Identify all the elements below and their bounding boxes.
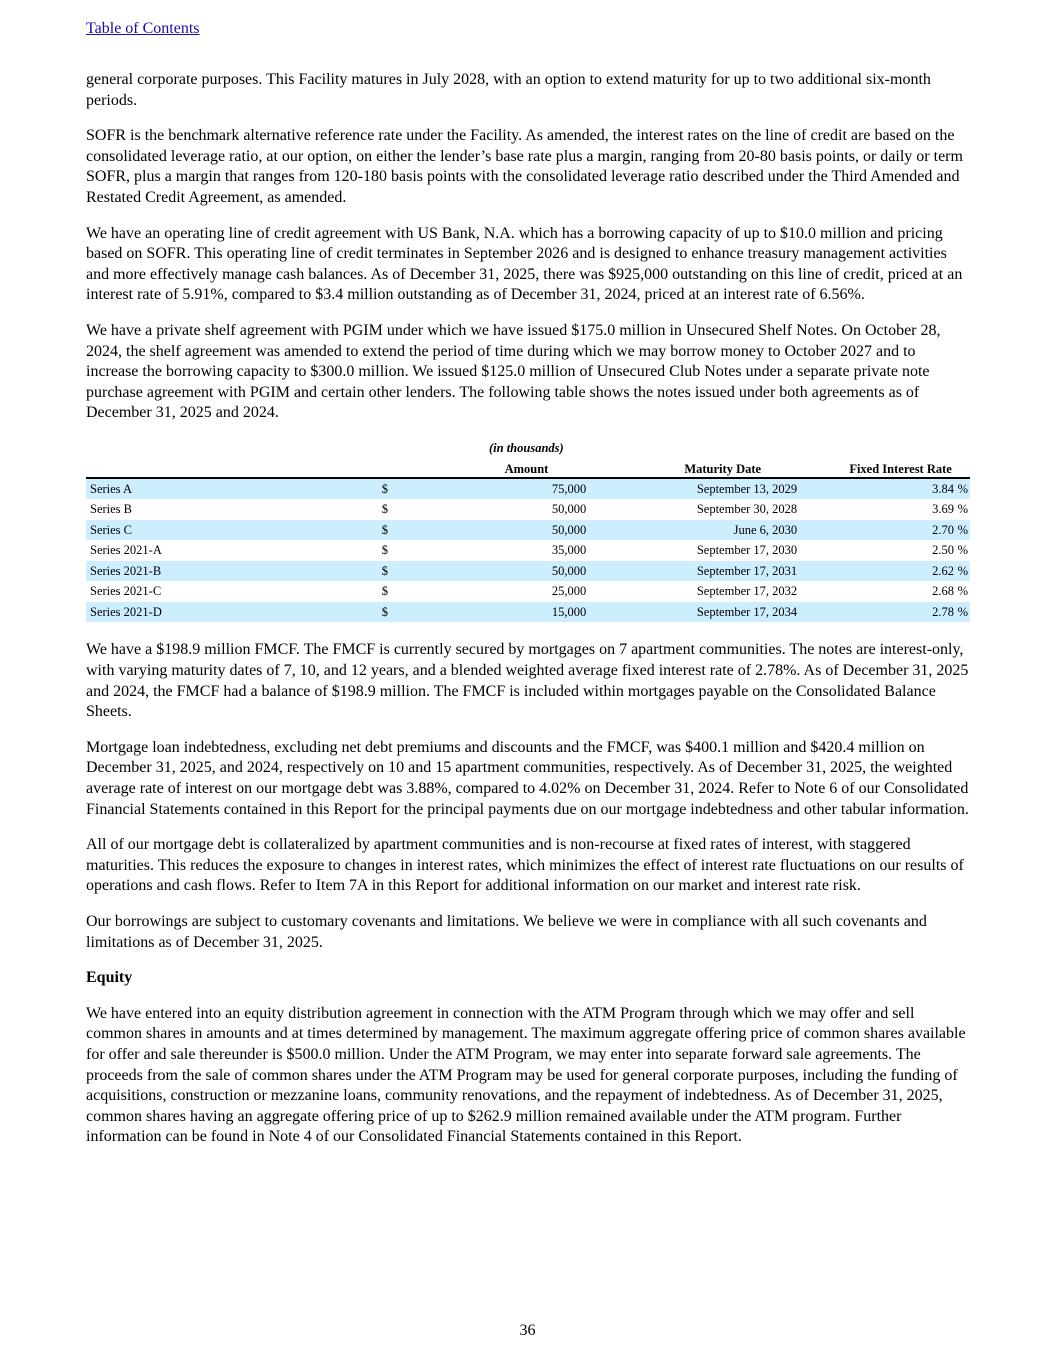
currency-cell: $ [378,520,407,541]
series-cell: Series A [86,478,378,500]
table-row [86,540,970,561]
amount-cell: 50,000 [551,502,587,517]
fixed-rate-cell [803,499,970,520]
amount-cell: 25,000 [551,584,587,599]
paragraph-sofr-rate: SOFR is the benchmark alternative reference rate under the Facility. As amended, the interest rates on the line of credit are based on the consolidated leverage ratio, at our option, on either the lender’s base rate plus a margin, ranging from 20-80 basis points, or daily or term SOFR, plus a margin that ranges from 120-180 basis points with the consolidated leverage ratio described under the Third Amended and Restated Credit Agreement, as amended. [86,127,963,206]
percent-sign: % [957,584,968,599]
fixed-rate-cell [803,561,970,582]
percent-sign: % [957,522,968,537]
table-row [86,499,970,520]
rate-value: 2.68 [932,584,954,599]
maturity-date-cell: September 13, 2029 [588,478,803,500]
header-fixed-interest-rate: Fixed Interest Rate [803,457,970,478]
paragraph-covenants: Our borrowings are subject to customary covenants and limitations. We believe we were in compliance with all such covenants and limitations as of December 31, 2025. [86,912,927,951]
currency-cell: $ [378,478,407,500]
series-cell: Series B [90,502,133,517]
header-maturity-date: Maturity Date [588,457,803,478]
paragraph-operating-line: We have an operating line of credit agreement with US Bank, N.A. which has a borrowing capacity of up to $10.0 million and pricing based on SOFR. This operating line of credit terminates in September 2026 and is designed to enhance treasury management activities and more effectively manage cash balances. As of December 31, 2025, there was $925,000 outstanding on this line of credit, priced at an interest rate of 5.91%, compared to $3.4 million outstanding as of December 31, 2024, priced at an interest rate of 6.56%. [86,224,963,304]
table-of-contents-link[interactable]: Table of Contents [86,20,200,37]
amount-cell: 50,000 [407,520,589,541]
table-header-row [86,457,970,478]
paragraph-mortgage-collateral: All of our mortgage debt is collateralized by apartment communities and is non-recourse at fixed rates of interest, with staggered maturities. This reduces the exposure to changes in interest rates, which minimizes the effect of interest rate fluctuations on our results of operations and cash flows. Refer to Item 7A in this Report for additional information on our market and interest rate risk. [86,836,964,895]
currency-cell: $ [381,543,388,558]
currency-cell: $ [381,584,388,599]
series-cell: Series 2021-B [86,561,378,582]
maturity-date-cell: September 17, 2032 [696,584,798,599]
paragraph-mortgage-indebtedness: Mortgage loan indebtedness, excluding net debt premiums and discounts and the FMCF, was $400.1 million and $420.4 million on December 31, 2025, and 2024, respectively on 10 and 15 apartment communities, respectively. As of December 31, 2025, the weighted average rate of interest on our mortgage debt was 3.88%, compared to 4.02% on December 31, 2024. Refer to Note 6 of our Consolidated Financial Statements contained in this Report for the principal payments due on our mortgage indebtedness and other tabular information. [86,738,969,818]
rate-value: 3.69 [932,502,954,517]
notes-table-section [86,439,970,623]
maturity-date-cell: September 17, 2034 [588,602,803,623]
header-amount: Amount [407,457,589,478]
table-units-label: (in thousands) [489,440,564,455]
amount-cell: 75,000 [407,478,589,500]
amount-cell: 35,000 [551,543,587,558]
equity-heading: Equity [86,969,133,987]
rate-value: 2.78 [932,604,954,619]
currency-cell: $ [378,561,407,582]
notes-table-body [86,478,970,623]
page-content [86,70,970,1163]
rate-value: 3.84 [932,481,954,496]
maturity-date-cell: September 17, 2030 [696,543,798,558]
amount-cell: 15,000 [407,602,589,623]
maturity-date-cell: September 30, 2028 [696,502,798,517]
table-row [86,561,970,582]
page-number: 36 [519,1322,536,1339]
maturity-date-cell: September 17, 2031 [588,561,803,582]
fixed-rate-cell [803,520,970,541]
percent-sign: % [957,502,968,517]
amount-cell: 50,000 [407,561,589,582]
table-row [86,520,970,541]
currency-cell: $ [381,502,388,517]
percent-sign: % [957,543,968,558]
fixed-rate-cell [803,581,970,602]
fixed-rate-cell [803,602,970,623]
series-cell: Series 2021-A [90,543,162,558]
percent-sign: % [957,604,968,619]
fixed-rate-cell [803,478,970,500]
series-cell: Series C [86,520,378,541]
rate-value: 2.70 [932,522,954,537]
notes-table [86,457,970,623]
paragraph-facility-maturity: general corporate purposes. This Facility matures in July 2028, with an option to extend maturity for up to two additional six-month periods. [86,71,931,109]
paragraph-atm-program: We have entered into an equity distribution agreement in connection with the ATM Program through which we may offer and sell common shares in amounts and at times determined by management. The maximum aggregate offering price of common shares available for offer and sale thereunder is $500.0 million. Under the ATM Program, we may enter into separate forward sale agreements. The proceeds from the sale of common shares under the ATM Program may be used for general corporate purposes, including the funding of acquisitions, construction or mezzanine loans, community renovations, and the repayment of indebtedness. As of December 31, 2025, common shares having an aggregate offering price of up to $262.9 million remained available under the ATM program. Further information can be found in Note 4 of our Consolidated Financial Statements contained in this Report. [86,1004,966,1146]
series-cell: Series 2021-C [90,584,162,599]
header-series [86,457,378,478]
rate-value: 2.62 [932,563,954,578]
table-row [86,581,970,602]
percent-sign: % [957,563,968,578]
header-currency [378,457,407,478]
fixed-rate-cell [803,540,970,561]
rate-value: 2.50 [932,543,954,558]
series-cell: Series 2021-D [86,602,378,623]
paragraph-shelf-agreement: We have a private shelf agreement with PGIM under which we have issued $175.0 million in Unsecured Shelf Notes. On October 28, 2024, the shelf agreement was amended to extend the period of time during which we may borrow money to October 2027 and to increase the borrowing capacity to $300.0 million. We issued $125.0 million of Unsecured Club Notes under a separate private note purchase agreement with PGIM and certain other lenders. The following table shows the notes issued under both agreements as of December 31, 2025 and 2024. [86,321,941,422]
percent-sign: % [957,481,968,496]
table-row [86,602,970,623]
currency-cell: $ [378,602,407,623]
paragraph-fmcf: We have a $198.9 million FMCF. The FMCF is currently secured by mortgages on 7 apartment communities. The notes are interest-only, with varying maturity dates of 7, 10, and 12 years, and a blended weighted average fixed interest rate of 2.78%. As of December 31, 2025 and 2024, the FMCF had a balance of $198.9 million. The FMCF is included within mortgages payable on the Consolidated Balance Sheets. [86,641,969,721]
maturity-date-cell: June 6, 2030 [588,520,803,541]
table-row [86,478,970,500]
